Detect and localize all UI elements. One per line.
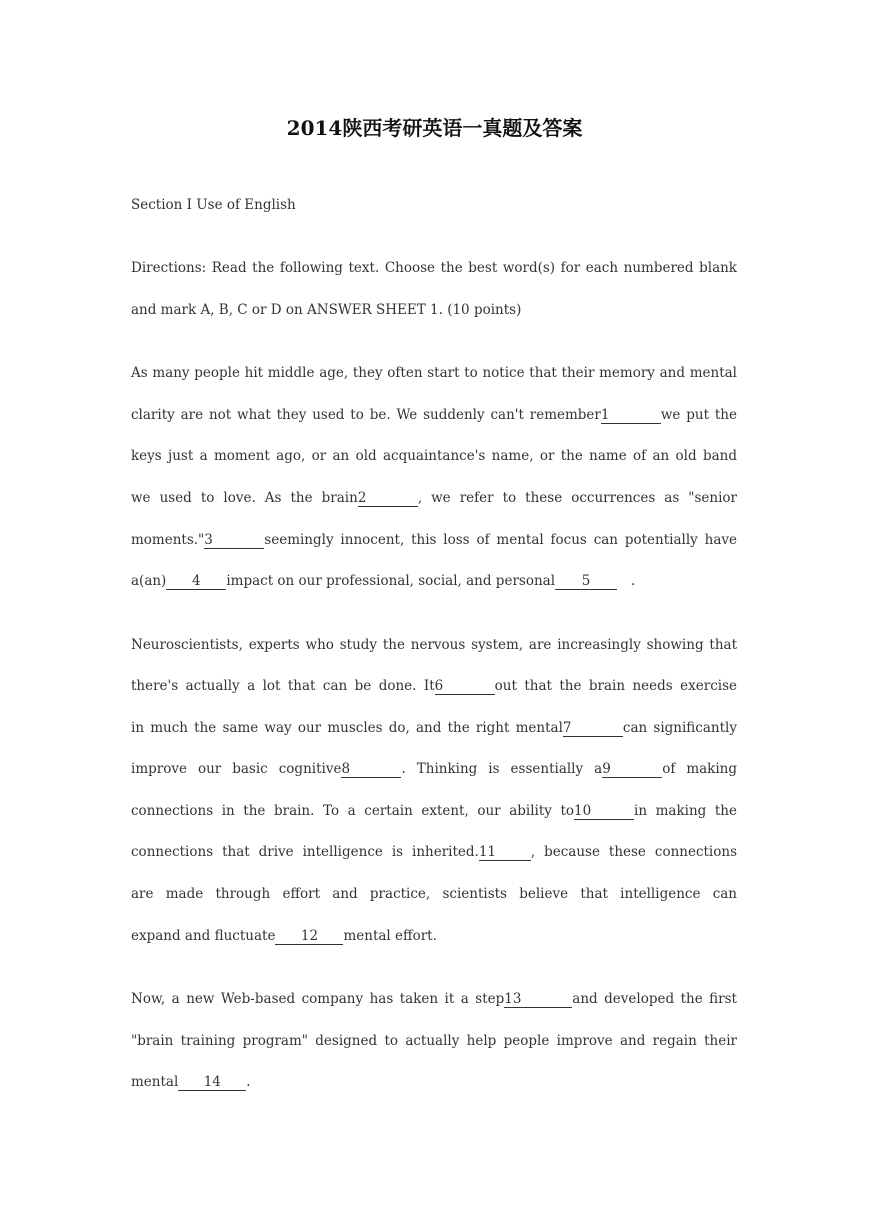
blank-12: 12 — [275, 928, 343, 945]
paragraph-2-line-2 — [131, 676, 737, 696]
text-segment: connections in the brain. To a certain extent, our ability to — [131, 803, 575, 819]
paragraph-1-line-6 — [131, 571, 737, 591]
paragraph-3-line-3 — [131, 1072, 737, 1092]
paragraph-1-line-1: As many people hit middle age, they often start to notice that their memory and mental — [131, 365, 737, 381]
blank-5: 5 — [555, 573, 617, 590]
blank-8: 8 — [341, 761, 401, 778]
text-segment: a(an) — [131, 573, 167, 589]
blank-2: 2 — [358, 490, 418, 507]
text-segment: , because these connections — [530, 844, 737, 860]
text-segment: seemingly innocent, this loss of mental focus can potentially have — [264, 532, 737, 548]
paragraph-1-line-4 — [131, 488, 737, 508]
paragraph-2-line-4 — [131, 759, 737, 779]
paragraph-2-line-5 — [131, 801, 737, 821]
text-segment: can significantly — [622, 720, 737, 736]
blank-4: 4 — [166, 573, 226, 590]
text-segment: of making — [662, 761, 737, 777]
text-segment: clarity are not what they used to be. We suddenly can't remember — [131, 407, 601, 423]
paragraph-3-line-1 — [131, 989, 737, 1009]
paragraph-2-line-6 — [131, 842, 737, 862]
blank-11: 11 — [479, 844, 531, 861]
text-segment: , we refer to these occurrences as "senior — [417, 490, 737, 506]
paragraph-1-line-3: keys just a moment ago, or an old acquaintance's name, or the name of an old band — [131, 448, 737, 464]
paragraph-2-line-7: are made through effort and practice, scientists believe that intelligence can — [131, 886, 737, 902]
text-segment: . — [631, 573, 636, 589]
text-segment: in making the — [634, 803, 737, 819]
text-segment: we put the — [660, 407, 737, 423]
blank-6: 6 — [435, 678, 495, 695]
paragraph-3-line-2: "brain training program" designed to actually help people improve and regain their — [131, 1033, 737, 1049]
blank-3: 3 — [204, 532, 264, 549]
blank-7: 7 — [563, 720, 623, 737]
text-segment: there's actually a lot that can be done. It — [131, 678, 435, 694]
blank-14: 14 — [178, 1074, 246, 1091]
text-segment: we used to love. As the brain — [131, 490, 358, 506]
text-segment: Now, a new Web-based company has taken it a step — [131, 991, 505, 1007]
text-segment: and developed the first — [572, 991, 737, 1007]
blank-9: 9 — [602, 761, 662, 778]
paragraph-2-line-1: Neuroscientists, experts who study the nervous system, are increasingly showing that — [131, 637, 737, 653]
directions-line-1: Directions: Read the following text. Choose the best word(s) for each numbered blank — [131, 260, 737, 276]
blank-10: 10 — [574, 803, 634, 820]
paragraph-2-line-3 — [131, 718, 737, 738]
paragraph-1-line-5 — [131, 530, 737, 550]
section-heading: Section Ⅰ Use of English — [131, 197, 296, 213]
document-title: 2014陕西考研英语一真题及答案 — [286, 116, 583, 140]
text-segment: mental — [131, 1074, 179, 1090]
text-segment: connections that drive intelligence is inherited. — [131, 844, 479, 860]
text-segment: out that the brain needs exercise — [494, 678, 737, 694]
text-segment: expand and fluctuate — [131, 928, 276, 944]
text-segment: . — [246, 1074, 251, 1090]
paragraph-2-line-8 — [131, 926, 737, 946]
directions-line-2: and mark A, B, C or D on ANSWER SHEET 1. (10 points) — [131, 302, 522, 318]
text-segment: moments." — [131, 532, 205, 548]
text-segment: . Thinking is essentially a — [401, 761, 603, 777]
text-segment: impact on our professional, social, and personal — [226, 573, 556, 589]
text-segment: mental effort. — [343, 928, 437, 944]
blank-1: 1 — [601, 407, 661, 424]
text-segment: in much the same way our muscles do, and the right mental — [131, 720, 563, 736]
paragraph-1-line-2 — [131, 405, 737, 425]
blank-13: 13 — [504, 991, 572, 1008]
text-segment: improve our basic cognitive — [131, 761, 342, 777]
